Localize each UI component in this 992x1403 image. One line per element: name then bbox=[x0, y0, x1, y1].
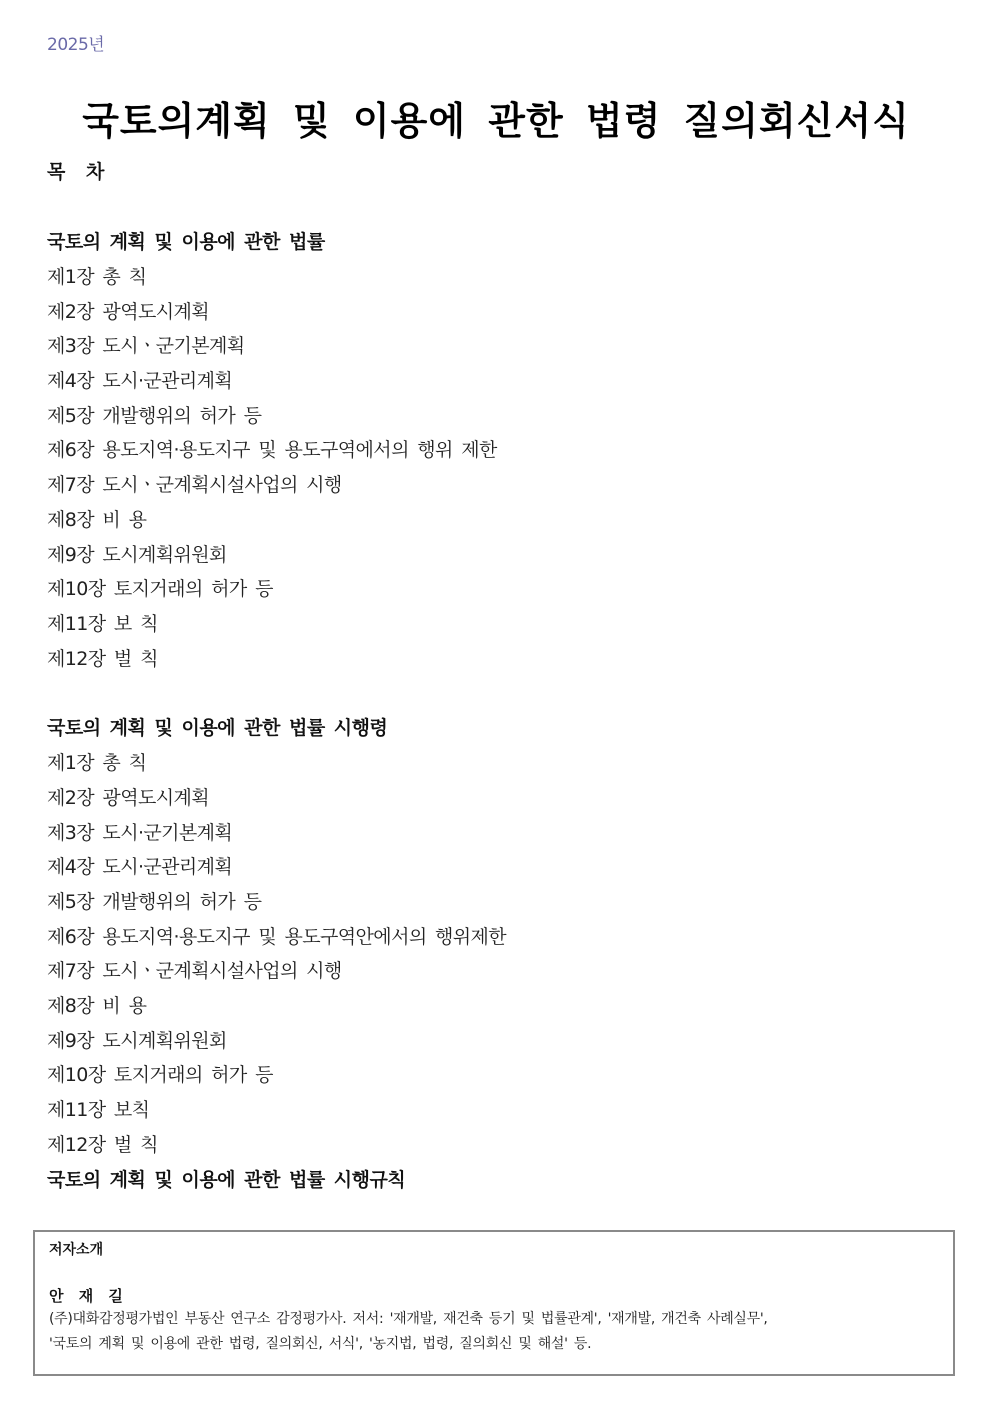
chapter-item[interactable]: 제8장 비 용 bbox=[47, 995, 147, 1018]
chapter-item[interactable]: 제2장 광역도시계획 bbox=[47, 300, 209, 323]
section-title-enforcement-decree[interactable]: 국토의 계획 및 이용에 관한 법률 시행령 bbox=[47, 717, 388, 740]
toc-heading: 목 차 bbox=[47, 161, 109, 183]
year-label: 2025년 bbox=[47, 35, 105, 55]
chapter-item[interactable]: 제9장 도시계획위원회 bbox=[47, 1029, 227, 1052]
chapter-item[interactable]: 제11장 보 칙 bbox=[47, 612, 158, 635]
toc-spacer bbox=[47, 190, 947, 225]
chapter-item[interactable]: 제2장 광역도시계획 bbox=[47, 786, 209, 809]
author-bio-line-1: (주)대화감정평가법인 부동산 연구소 감정평가사. 저서: '재개발, 재건축 등기 및 법률관계', '재개발, 개건축 사례실무', bbox=[49, 1311, 768, 1327]
chapter-item[interactable]: 제3장 도시ㆍ군기본계획 bbox=[47, 335, 245, 358]
chapter-item[interactable]: 제10장 토지거래의 허가 등 bbox=[47, 1064, 273, 1087]
author-info-box bbox=[33, 1230, 955, 1376]
chapter-item[interactable]: 제4장 도시·군관리계획 bbox=[47, 370, 233, 393]
chapter-item[interactable]: 제5장 개발행위의 허가 등 bbox=[47, 891, 262, 913]
author-name: 안 재 길 bbox=[49, 1287, 128, 1305]
chapter-item[interactable]: 제6장 용도지역·용도지구 및 용도구역에서의 행위 제한 bbox=[47, 439, 497, 462]
chapter-item[interactable]: 제1장 총 칙 bbox=[47, 752, 147, 775]
document-title: 국토의계획 및 이용에 관한 법령 질의회신서식 bbox=[82, 99, 910, 143]
chapter-item[interactable]: 제7장 도시ㆍ군계획시설사업의 시행 bbox=[47, 960, 342, 983]
chapter-item[interactable]: 제12장 벌 칙 bbox=[47, 1133, 158, 1156]
chapter-item[interactable]: 제11장 보칙 bbox=[47, 1099, 150, 1122]
chapter-item[interactable]: 제5장 개발행위의 허가 등 bbox=[47, 404, 262, 427]
chapter-item[interactable]: 제1장 총 칙 bbox=[47, 266, 147, 288]
chapter-item[interactable]: 제7장 도시ㆍ군계획시설사업의 시행 bbox=[47, 474, 342, 497]
chapter-item[interactable]: 제9장 도시계획위원회 bbox=[47, 543, 227, 566]
section-spacer bbox=[47, 676, 947, 711]
chapter-item[interactable]: 제3장 도시·군기본계획 bbox=[47, 821, 233, 844]
chapter-item[interactable]: 제10장 토지거래의 허가 등 bbox=[47, 578, 273, 601]
table-of-contents bbox=[47, 155, 947, 1198]
chapter-item[interactable]: 제6장 용도지역·용도지구 및 용도구역안에서의 행위제한 bbox=[47, 925, 507, 948]
chapter-item[interactable]: 제4장 도시·군관리계획 bbox=[47, 856, 233, 879]
section-title-enforcement-rules[interactable]: 국토의 계획 및 이용에 관한 법률 시행규칙 bbox=[47, 1168, 406, 1191]
chapter-item[interactable]: 제12장 벌 칙 bbox=[47, 647, 158, 670]
section-title-law[interactable]: 국토의 계획 및 이용에 관한 법률 bbox=[47, 231, 325, 253]
chapter-item[interactable]: 제8장 비 용 bbox=[47, 508, 147, 531]
author-label: 저자소개 bbox=[49, 1242, 104, 1258]
author-bio-line-2: '국토의 계획 및 이용에 관한 법령, 질의회신, 서식', '농지법, 법령, 질의회신 및 해설' 등. bbox=[49, 1336, 592, 1352]
